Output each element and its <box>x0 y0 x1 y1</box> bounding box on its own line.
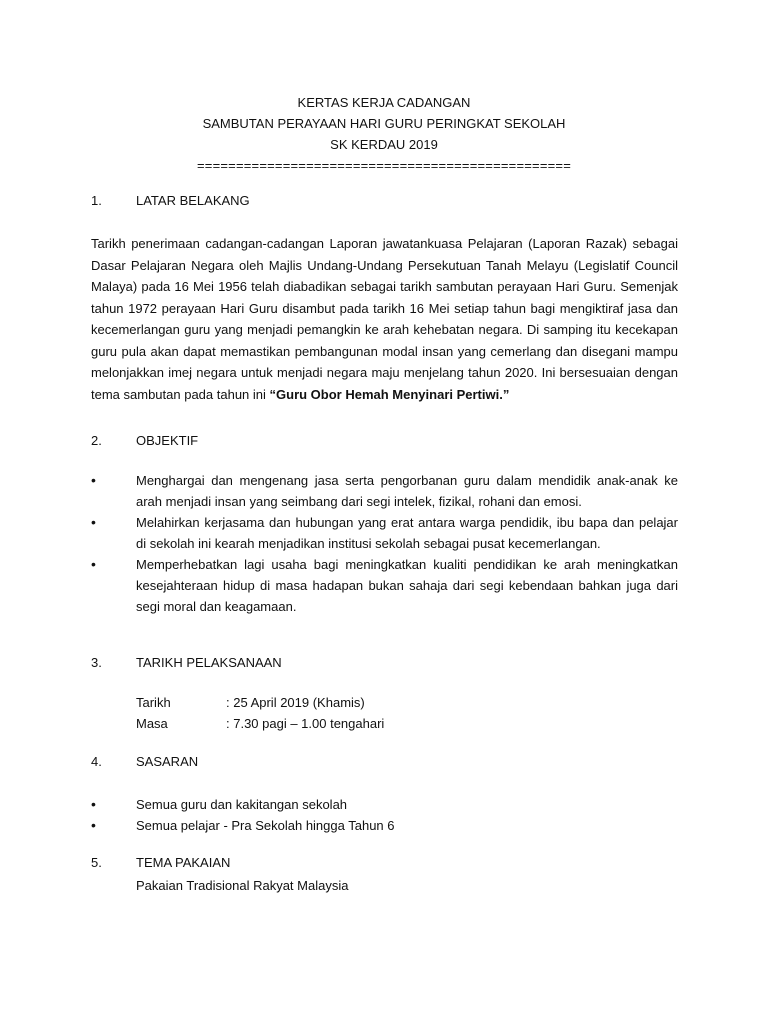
section-2-number: 2. <box>91 433 102 448</box>
target-list <box>91 794 678 836</box>
time-label: Masa <box>136 716 168 731</box>
document-title-block <box>0 92 768 176</box>
section-1-body: Tarikh penerimaan cadangan-cadangan Laporan jawatankuasa Pelajaran (Laporan Razak) sebagai Dasar Pelajaran Negara oleh Majlis Undang-Undang Persekutuan Tanah Melayu (Legislatif Council Malaya) pada 16 Mei 1956 telah diabadikan sebagai tarikh sambutan perayaan Hari Guru. Semenjak tahun 1972 perayaan Hari Guru disambut pada tarikh 16 Mei setiap tahun bagi mengiktiraf jasa dan kecemerlangan guru yang menjadi pemangkin ke arah kehebatan negara. Di samping itu kecekapan guru pula akan dapat memastikan pembangunan modal insan yang cemerlang dan disegani mampu melonjakkan imej negara untuk menjadi negara maju menjelang tahun 2020. Ini bersesuaian dengan tema sambutan pada tahun ini <box>91 236 678 402</box>
bullet-icon: • <box>91 556 96 572</box>
section-3-heading: TARIKH PELAKSANAAN <box>136 655 282 670</box>
section-5-body: Pakaian Tradisional Rakyat Malaysia <box>136 878 349 893</box>
objective-list <box>91 470 678 617</box>
theme-quote: “Guru Obor Hemah Menyinari Pertiwi.” <box>269 386 510 402</box>
date-row <box>136 692 365 713</box>
section-1-paragraph <box>91 233 678 405</box>
objective-text: Memperhebatkan lagi usaha bagi meningkatkan kualiti pendidikan ke arah meningkatkan kesejahteraan hidup di masa hadapan bukan sahaja dari segi kebendaan bahkan juga dari segi moral dan keagamaan. <box>136 557 678 614</box>
section-5-heading: TEMA PAKAIAN <box>136 855 231 870</box>
section-4-number: 4. <box>91 754 102 769</box>
school-year-line: SK KERDAU 2019 <box>330 137 438 152</box>
bullet-icon: • <box>91 472 96 488</box>
date-value: : 25 April 2019 (Khamis) <box>226 695 365 710</box>
title-separator: ================================================ <box>196 158 571 173</box>
objective-item <box>91 470 678 512</box>
target-text: Semua guru dan kakitangan sekolah <box>136 797 348 812</box>
bullet-icon: • <box>91 514 96 530</box>
target-text: Semua pelajar - Pra Sekolah hingga Tahun 6 <box>136 818 395 833</box>
time-row <box>136 713 384 734</box>
objective-item <box>91 512 678 554</box>
section-4-heading: SASARAN <box>136 754 199 769</box>
bullet-icon: • <box>91 796 96 812</box>
section-2-heading: OBJEKTIF <box>136 433 199 448</box>
time-value: : 7.30 pagi – 1.00 tengahari <box>226 716 385 731</box>
document-title: KERTAS KERJA CADANGAN <box>297 95 471 110</box>
target-item <box>91 815 678 836</box>
document-subtitle: SAMBUTAN PERAYAAN HARI GURU PERINGKAT SEKOLAH <box>202 116 566 131</box>
objective-item <box>91 554 678 617</box>
section-5-number: 5. <box>91 855 102 870</box>
section-1-heading: LATAR BELAKANG <box>136 193 250 208</box>
date-label: Tarikh <box>136 695 171 710</box>
objective-text: Melahirkan kerjasama dan hubungan yang erat antara warga pendidik, ibu bapa dan pelajar di sekolah ini kearah menjadikan institusi sekolah sebagai pusat kecemerlangan. <box>136 515 678 551</box>
bullet-icon: • <box>91 817 96 833</box>
objective-text: Menghargai dan mengenang jasa serta pengorbanan guru dalam mendidik anak-anak ke arah menjadi insan yang seimbang dari segi intelek, fizikal, rohani dan emosi. <box>136 473 678 509</box>
section-3-number: 3. <box>91 655 102 670</box>
target-item <box>91 794 678 815</box>
section-1-number: 1. <box>91 193 102 208</box>
